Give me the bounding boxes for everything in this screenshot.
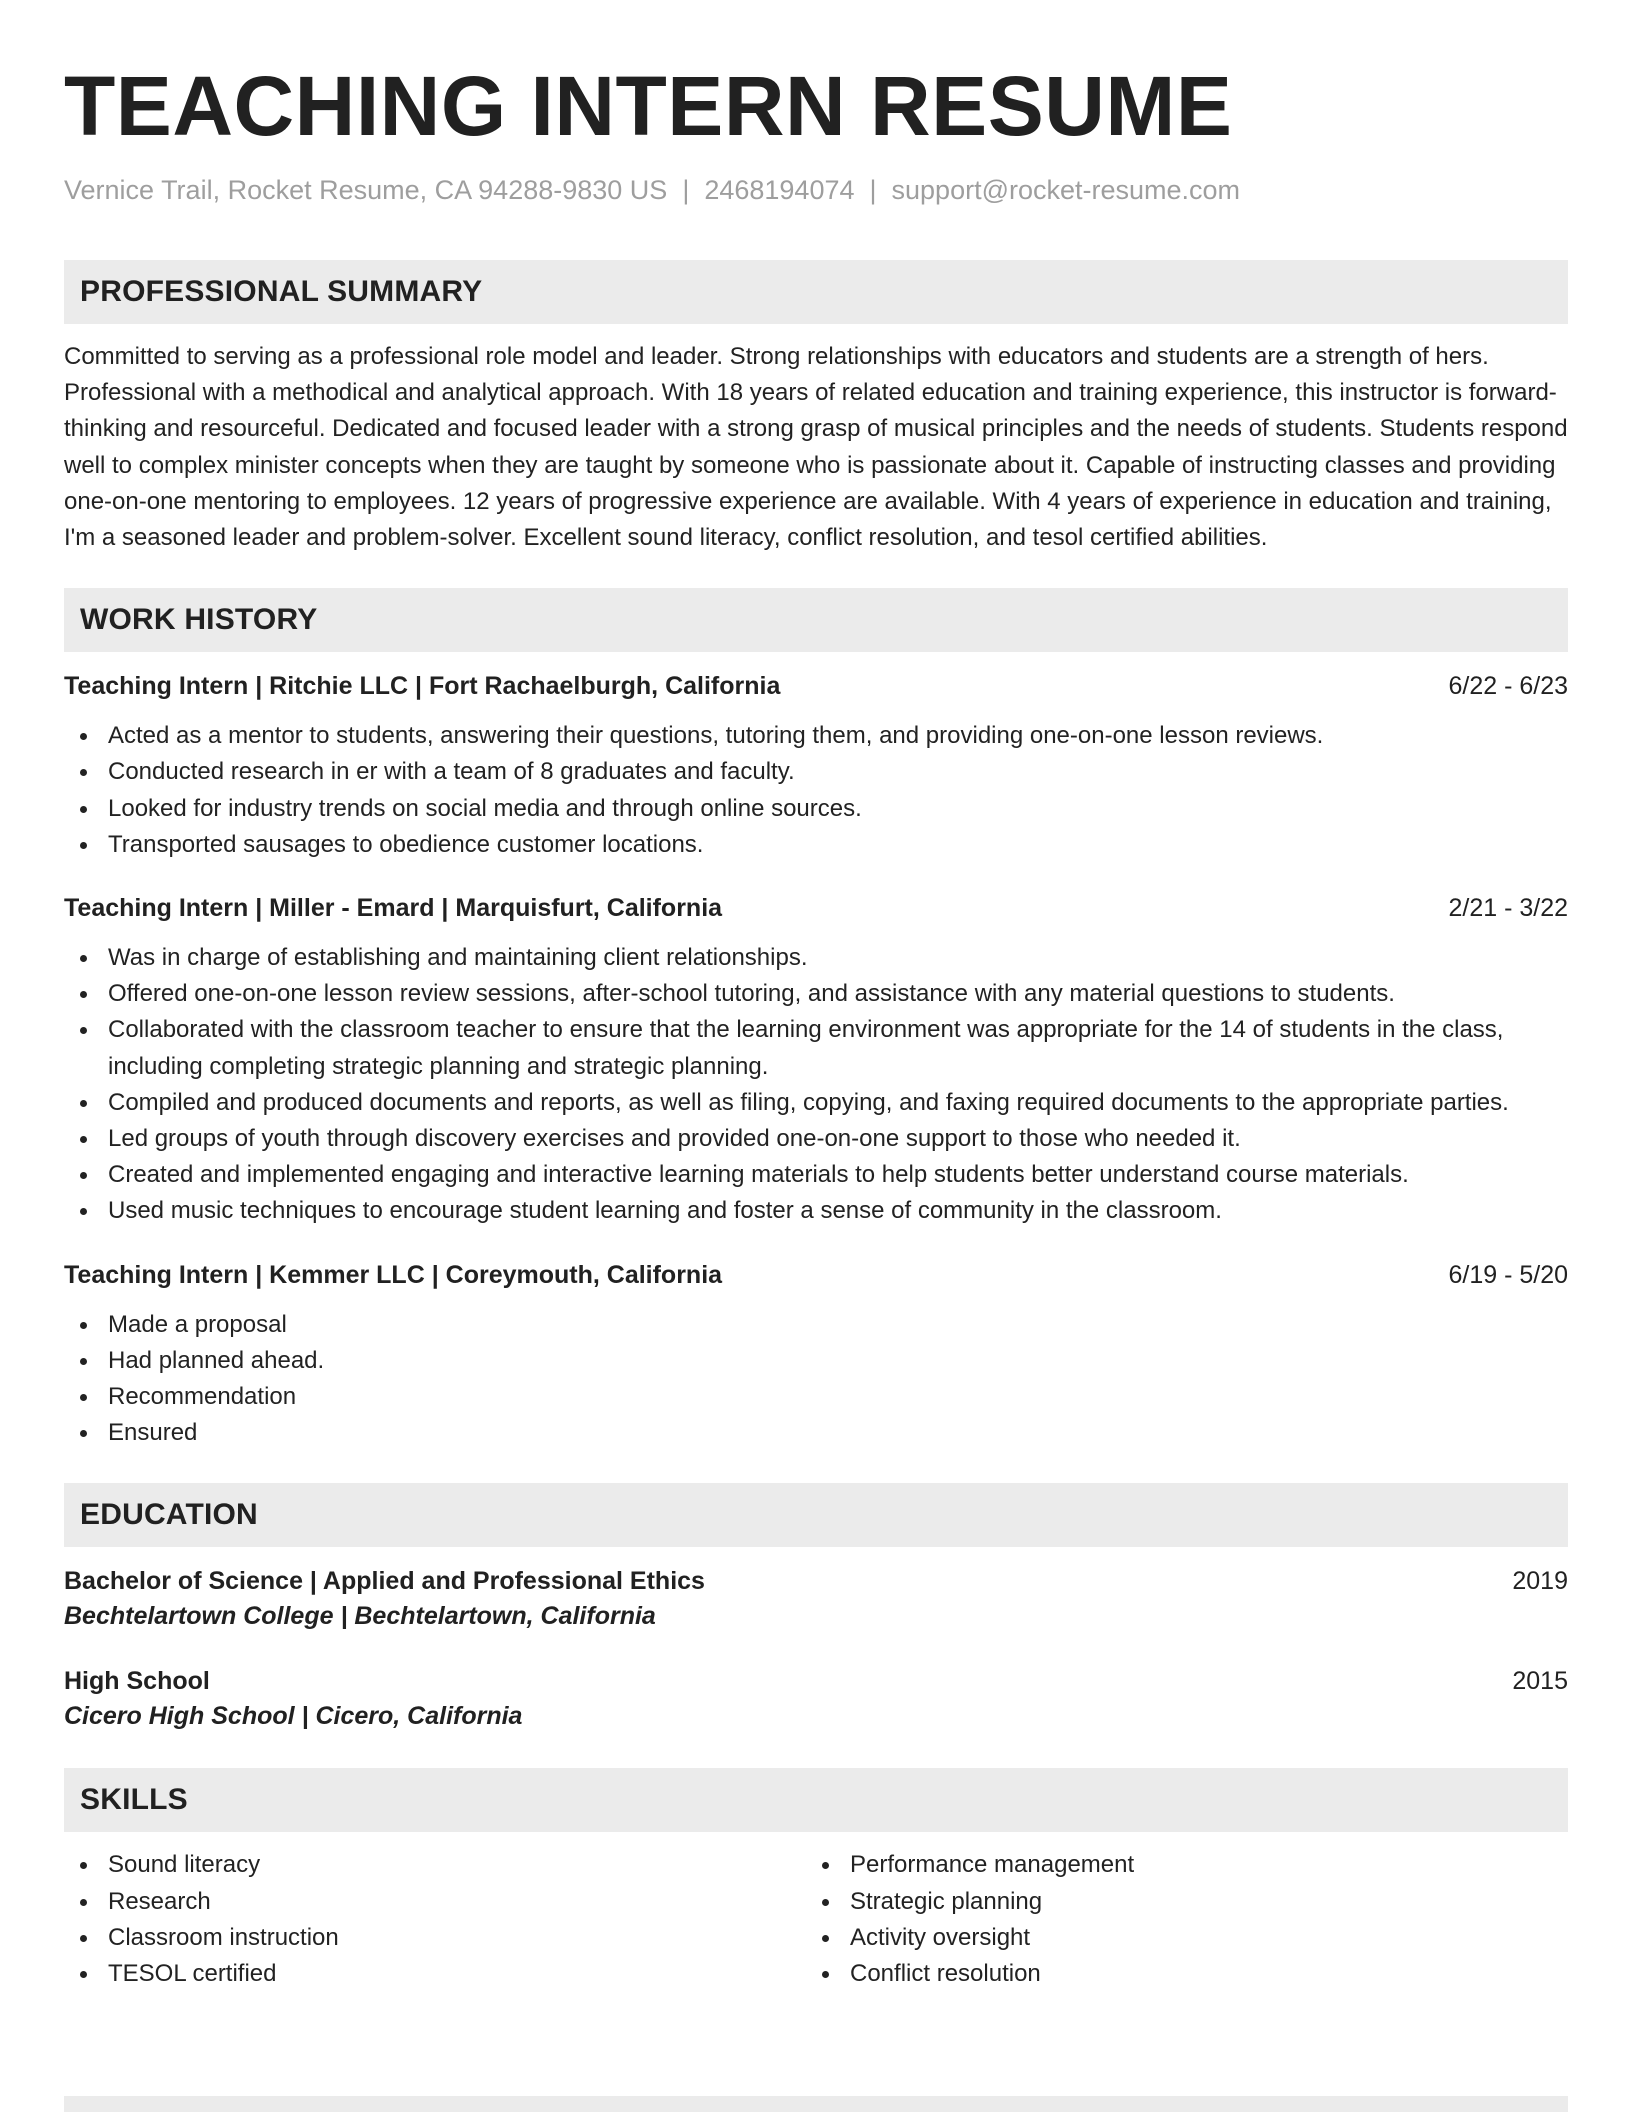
job-bullet: Used music techniques to encourage student learning and foster a sense of community in the classroom. [64,1193,1568,1229]
skill-item: Activity oversight [806,1920,1548,1956]
email-text: support@rocket-resume.com [891,175,1241,205]
skill-item: Sound literacy [64,1847,806,1883]
contact-line [64,172,1568,208]
job-bullet: Created and implemented engaging and interactive learning materials to help students better understand course materials. [64,1157,1568,1193]
job-entry [64,891,1568,1230]
graduation-year: 2019 [1512,1567,1568,1596]
job-bullet: Led groups of youth through discovery exercises and provided one-on-one support to those who needed it. [64,1121,1568,1157]
skills-column-left [64,1847,806,1992]
skills-column-right [806,1847,1548,1992]
job-dates: 6/22 - 6/23 [1448,672,1568,701]
job-header [64,891,1568,925]
education-header [64,1564,1568,1598]
job-dates: 2/21 - 3/22 [1448,894,1568,923]
job-bullets [64,940,1568,1230]
phone-text: 2468194074 [704,175,855,205]
summary-text: Committed to serving as a professional role model and leader. Strong relationships with educators and students are a strength of hers. Professional with a methodical and analytical approach. With 18 years of related education and training experience, this instructor is forward-thinking and resourceful. Dedicated and focused leader with a strong grasp of musical principles and the needs of students. Students respond well to complex minister concepts when they are taught by someone who is passionate about it. Capable of instructing classes and providing one-on-one mentoring to employees. 12 years of progressive experience are available. With 4 years of experience in education and training, I'm a seasoned leader and problem-solver. Excellent sound literacy, conflict resolution, and tesol certified abilities. [64,343,1568,552]
school-name: Bechtelartown College | Bechtelartown, California [64,1602,656,1631]
next-section-bar [64,2096,1568,2112]
education-entry [64,1664,1568,1734]
work-history-heading: WORK HISTORY [64,588,1568,652]
resume-page [64,0,1568,1992]
skill-item: Research [64,1884,806,1920]
job-bullet: Recommendation [64,1379,1568,1415]
job-title: Teaching Intern | Kemmer LLC | Coreymouth, California [64,1260,723,1289]
skill-item: Classroom instruction [64,1920,806,1956]
job-bullets [64,718,1568,863]
contact-separator: | [869,175,877,205]
job-entry [64,1258,1568,1452]
graduation-year: 2015 [1512,1667,1568,1696]
skills-heading: SKILLS [64,1768,1568,1832]
education-header [64,1664,1568,1698]
school-name: Cicero High School | Cicero, California [64,1702,523,1731]
skill-item: TESOL certified [64,1956,806,1992]
job-dates: 6/19 - 5/20 [1448,1260,1568,1289]
job-bullet: Offered one-on-one lesson review sessions, after-school tutoring, and assistance with any material questions to students. [64,976,1568,1012]
address-text: Vernice Trail, Rocket Resume, CA 94288-9830 US [64,175,668,205]
job-bullet: Conducted research in er with a team of 8 graduates and faculty. [64,754,1568,790]
contact-separator: | [682,175,690,205]
job-bullet: Compiled and produced documents and reports, as well as filing, copying, and faxing required documents to the appropriate parties. [64,1085,1568,1121]
skills-list [64,1847,1568,1992]
job-bullet: Made a proposal [64,1307,1568,1343]
job-bullet: Ensured [64,1415,1568,1451]
job-bullet: Was in charge of establishing and maintaining client relationships. [64,940,1568,976]
job-bullet: Looked for industry trends on social media and through online sources. [64,791,1568,827]
job-header [64,1258,1568,1292]
job-bullet: Acted as a mentor to students, answering their questions, tutoring them, and providing one-on-one lesson reviews. [64,718,1568,754]
degree-title: Bachelor of Science | Applied and Professional Ethics [64,1567,705,1596]
skill-item: Strategic planning [806,1884,1548,1920]
summary-heading: PROFESSIONAL SUMMARY [64,260,1568,324]
job-title: Teaching Intern | Miller - Emard | Marquisfurt, California [64,894,723,923]
education-entry [64,1564,1568,1634]
job-entry [64,669,1568,863]
degree-title: High School [64,1667,210,1696]
job-bullets [64,1307,1568,1452]
resume-title: TEACHING INTERN RESUME [64,59,1233,153]
skill-item: Conflict resolution [806,1956,1548,1992]
job-bullet: Transported sausages to obedience customer locations. [64,827,1568,863]
skill-item: Performance management [806,1847,1548,1883]
job-bullet: Collaborated with the classroom teacher to ensure that the learning environment was appropriate for the 14 of students in the class, including completing strategic planning and strategic planning. [64,1012,1568,1084]
job-header [64,669,1568,703]
job-title: Teaching Intern | Ritchie LLC | Fort Rachaelburgh, California [64,672,781,701]
education-heading: EDUCATION [64,1483,1568,1547]
job-bullet: Had planned ahead. [64,1343,1568,1379]
